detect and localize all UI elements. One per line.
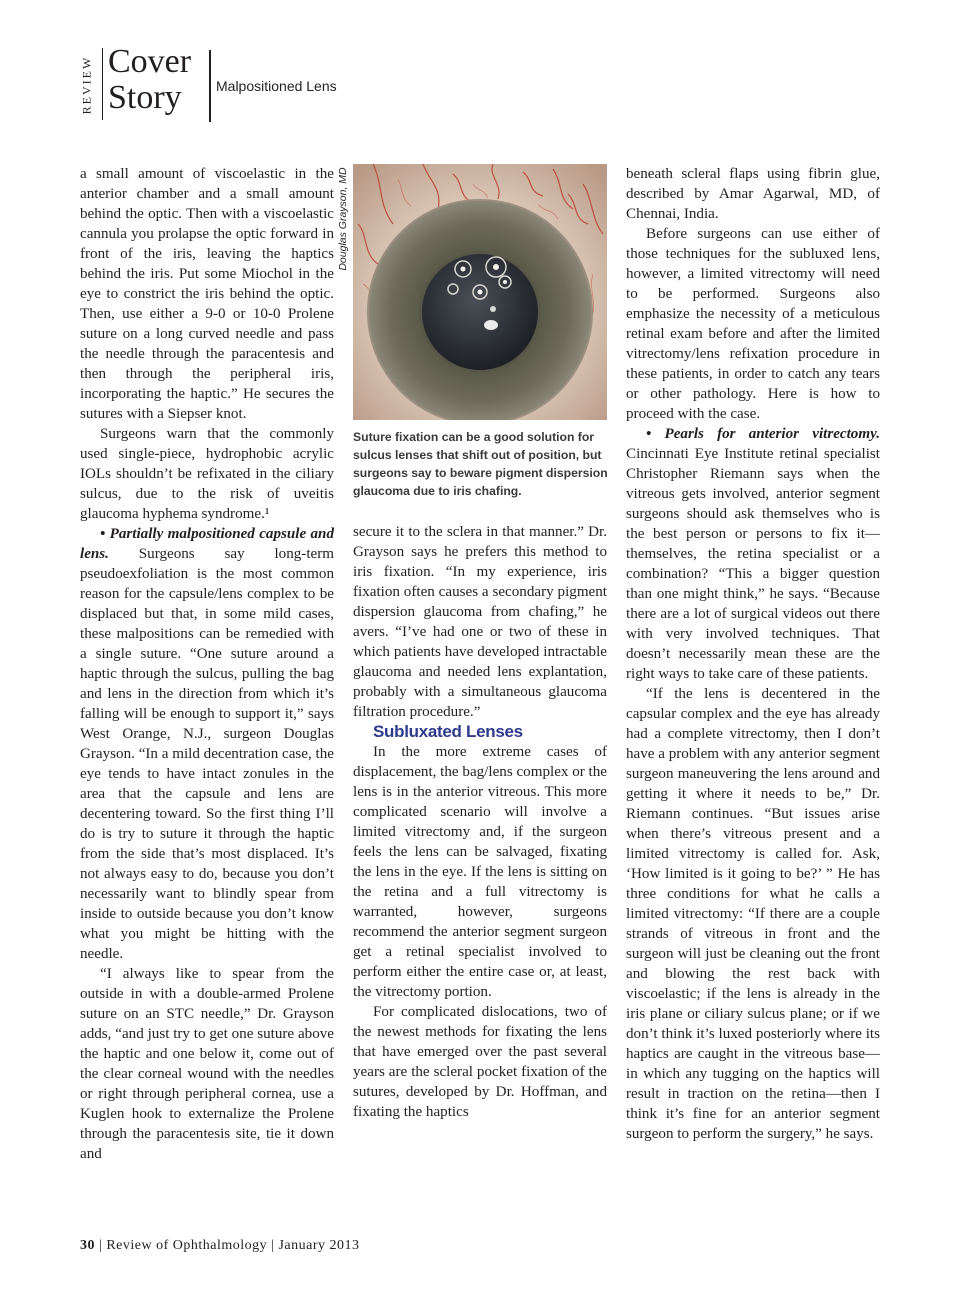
- paragraph: Before surgeons can use either of those techniques for the subluxed lens, however, a limited vitrectomy will need to be performed. Surgeons also emphasize the necessity of a meticulous retinal exam before and after the limited vitrectomy/lens refixation procedure in these patients, in order to catch any tears or other pathology. Here is how to proceed with the case.: [626, 226, 880, 422]
- divider: [102, 48, 103, 120]
- figure-caption: Suture fixation can be a good solution for sulcus lenses that shift out of position, but surgeons say to beware pigment dispersion glaucoma due to iris chafing.: [353, 430, 608, 498]
- page-number: 30: [80, 1238, 95, 1253]
- paragraph: “I always like to spear from the outside in with a double-armed Prolene suture on an STC needle,” Dr. Grayson adds, “and just try to get one suture above the haptic and one below it, come out of the clear corneal wound with the needles or right through peripheral cornea, use a Kuglen hook to externalize the Prolene through the paracentesis site, tie it down and: [80, 966, 334, 1162]
- photo-credit: Douglas Grayson, MD: [337, 167, 349, 271]
- column-3: [626, 164, 880, 1144]
- run-in-head: • Partially malpositioned capsule and lens.: [80, 526, 334, 562]
- paragraph: Surgeons warn that the commonly used single-piece, hydrophobic acrylic IOLs shouldn’t be refixated in the ciliary sulcus, due to the risk of uveitis glaucoma hyphema syndrome.¹: [80, 426, 334, 522]
- paragraph: a small amount of viscoelastic in the anterior chamber and a small amount behind the optic. Then with a viscoelastic cannula you prolapse the optic forward in front of the iris, leaving the haptics behind the iris. Put some Miochol in the eye to constrict the iris behind the optic. Then, use either a 9-0 or 10-0 Prolene suture on a long curved needle and pass the needle through the paracentesis and then through the peripheral iris, incorporating the haptic.” He secures the sutures with a Siepser knot.: [80, 166, 334, 422]
- paragraph: “If the lens is decentered in the capsular complex and the eye has already had a complete vitrectomy, then I don’t have a problem with any anterior segment surgeon maneuvering the lens around and getting it where it needs to be,” Dr. Riemann continues. “But issues arise when there’s vitreous present and a limited vitrectomy is called for. Ask, ‘How limited is it going to be?’ ” He has three conditions for what he calls a limited vitrectomy: “If there are a couple strands of vitreous in front and the surgeon will just be cleaning out the front and blowing the rest back with viscoelastic; if the lens is already in the iris plane or ciliary sulcus plane; or if we don’t think it’s luxed posteriorly where its haptics are caught in the vitreous base—in which any tugging on the haptics will result in traction on the retina—then I think it’s fine for an anterior segment surgeon to perform the surgery,” he says.: [626, 686, 880, 1142]
- column-1: [80, 164, 334, 1164]
- topic-label: Malpositioned Lens: [216, 78, 337, 94]
- run-in-head: • Pearls for anterior vitrectomy.: [646, 426, 880, 442]
- section-title: Cover Story: [108, 43, 192, 116]
- divider: [209, 50, 211, 122]
- page-footer: 30 | Review of Ophthalmology | January 2013: [80, 1238, 360, 1253]
- section-label: REVIEW: [79, 55, 94, 115]
- eye-photo: [353, 164, 607, 420]
- paragraph: • Partially malpositioned capsule and lens. Surgeons say long-term pseudoexfoliation is the most common reason for the capsule/lens complex to be displaced but that, in some mild cases, these malpositions can be remedied with a single suture. “One suture around a haptic through the sulcus, pulling the bag and lens in the direction from which it’s falling will be enough to support it,” says West Orange, N.J., surgeon Douglas Grayson. “In a mild decentration case, the eye tends to have intact zonules in the area that the capsule and lens are decentering toward. So the first thing I’ll do is try to suture it through the haptic from the side that’s most displaced. It’s not always easy to do, because you don’t necessarily want to blindly spear from inside to outside because you don’t know what you might be hitting with the needle.: [80, 526, 334, 962]
- paragraph: For complicated dislocations, two of the newest methods for fixating the lens that have emerged over the past several years are the scleral pocket fixation of the sutures, developed by Dr. Hoffman, and fixating the haptics: [353, 1004, 607, 1120]
- column-2: [353, 522, 607, 1122]
- issue-date: January 2013: [278, 1238, 360, 1253]
- paragraph: secure it to the sclera in that manner.” Dr. Grayson says he prefers this method to iris fixation. “In my experience, iris fixation often causes a secondary pigment dispersion glaucoma from chafing,” he avers. “I’ve had one or two of these in which patients have developed intractable glaucoma and needed lens explantation, probably with a simultaneous glaucoma filtration procedure.”: [353, 524, 607, 720]
- eye-illustration: [353, 164, 607, 420]
- paragraph: • Pearls for anterior vitrectomy. Cincinnati Eye Institute retinal specialist Christopher Riemann says when the vitreous gets involved, anterior segment surgeons should ask themselves who is the best person or persons to fix it—themselves, the retina specialist or a combination? “This a bigger question than one might think,” he says. “Because there are a lot of surgical videos out there with very involved techniques. That doesn’t necessarily mean these are the right ways to take care of these patients.: [626, 426, 880, 682]
- subhead: Subluxated Lenses: [373, 722, 523, 741]
- paragraph: beneath scleral flaps using fibrin glue, described by Amar Agarwal, MD, of Chennai, India.: [626, 166, 880, 222]
- paragraph: In the more extreme cases of displacement, the bag/lens complex or the lens is in the anterior vitreous. This more complicated scenario will involve a limited vitrectomy and, if the surgeon feels the lens can be salvaged, fixating the lens in the eye. If the lens is sitting on the retina and a full vitrectomy is warranted, however, surgeons recommend the anterior segment surgeon get a retinal specialist involved to perform either the entire case or, at least, the vitrectomy portion.: [353, 744, 607, 1000]
- publication-name: Review of Ophthalmology: [106, 1238, 268, 1253]
